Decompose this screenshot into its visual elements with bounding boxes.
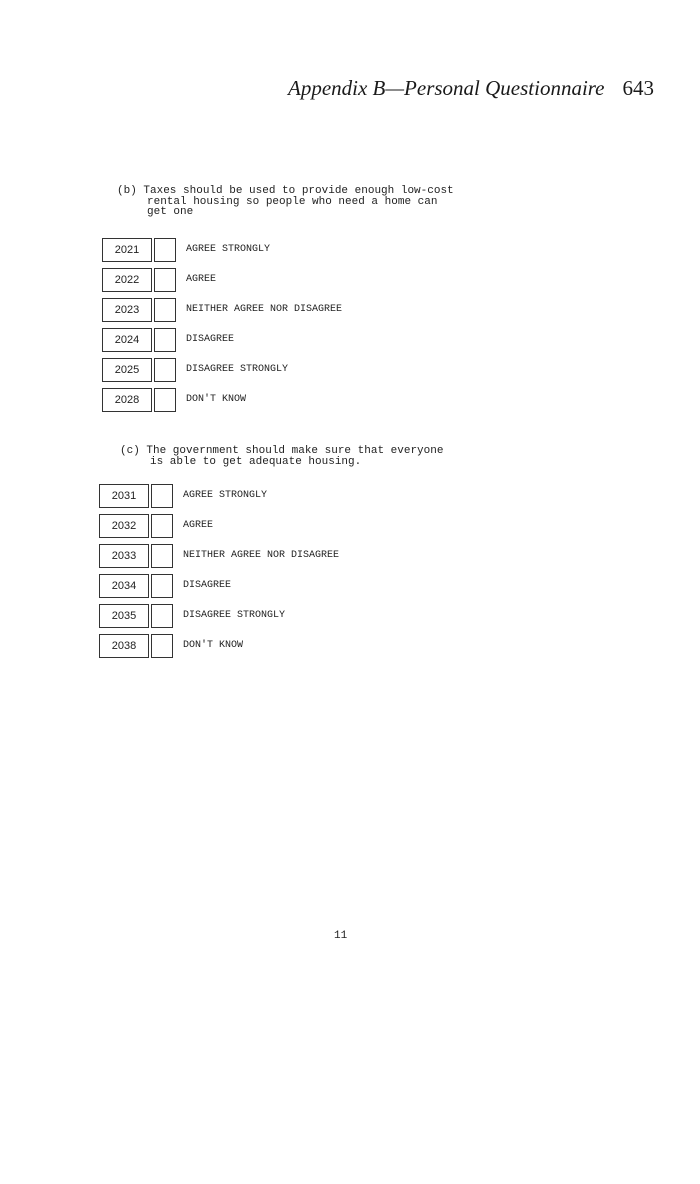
answer-checkbox[interactable]	[151, 604, 173, 628]
answer-label: NEITHER AGREE NOR DISAGREE	[186, 304, 343, 315]
answer-checkbox[interactable]	[151, 574, 173, 598]
answer-label: AGREE	[186, 274, 217, 285]
question-c-options	[99, 484, 519, 664]
answer-checkbox[interactable]	[154, 238, 176, 262]
question-c-line: is able to get adequate housing.	[150, 455, 362, 468]
response-code: 2034	[99, 574, 149, 598]
answer-checkbox[interactable]	[154, 358, 176, 382]
answer-label: NEITHER AGREE NOR DISAGREE	[183, 550, 340, 561]
response-code: 2035	[99, 604, 149, 628]
question-b-text	[117, 186, 454, 218]
answer-option	[102, 268, 522, 298]
answer-checkbox[interactable]	[151, 514, 173, 538]
response-code: 2028	[102, 388, 152, 412]
answer-option	[102, 238, 522, 268]
answer-label: DISAGREE	[186, 334, 235, 345]
answer-option	[102, 388, 522, 418]
answer-option	[102, 298, 522, 328]
answer-label: DISAGREE STRONGLY	[183, 610, 286, 621]
response-code: 2022	[102, 268, 152, 292]
response-code: 2024	[102, 328, 152, 352]
answer-checkbox[interactable]	[151, 484, 173, 508]
response-code: 2021	[102, 238, 152, 262]
answer-checkbox[interactable]	[154, 298, 176, 322]
response-code: 2023	[102, 298, 152, 322]
answer-label: DON'T KNOW	[186, 394, 247, 405]
question-b-line: (b) Taxes should be used to provide enough low-cost	[117, 185, 454, 197]
answer-option	[99, 484, 519, 514]
question-b-options	[102, 238, 522, 418]
question-b-line: rental housing so people who need a home can	[147, 195, 438, 208]
answer-option	[102, 358, 522, 388]
answer-option	[99, 574, 519, 604]
answer-option	[99, 604, 519, 634]
answer-checkbox[interactable]	[151, 634, 173, 658]
header-page-number: 643	[622, 76, 655, 100]
response-code: 2025	[102, 358, 152, 382]
response-code: 2033	[99, 544, 149, 568]
running-header	[288, 76, 654, 101]
answer-checkbox[interactable]	[154, 388, 176, 412]
header-title: Appendix B—Personal Questionnaire	[288, 76, 605, 100]
response-code: 2032	[99, 514, 149, 538]
question-c-text	[120, 446, 443, 467]
response-code: 2038	[99, 634, 149, 658]
answer-checkbox[interactable]	[154, 268, 176, 292]
answer-label: DON'T KNOW	[183, 640, 244, 651]
question-b-line: get one	[147, 206, 194, 218]
question-c-line: (c) The government should make sure that everyone	[120, 445, 444, 457]
answer-checkbox[interactable]	[151, 544, 173, 568]
answer-option	[99, 634, 519, 664]
answer-option	[99, 514, 519, 544]
answer-option	[102, 328, 522, 358]
answer-label: AGREE STRONGLY	[183, 490, 268, 501]
answer-label: AGREE	[183, 520, 214, 531]
answer-label: DISAGREE	[183, 580, 232, 591]
answer-label: DISAGREE STRONGLY	[186, 364, 289, 375]
footer-page-number: 11	[334, 930, 348, 942]
answer-label: AGREE STRONGLY	[186, 244, 271, 255]
answer-checkbox[interactable]	[154, 328, 176, 352]
answer-option	[99, 544, 519, 574]
response-code: 2031	[99, 484, 149, 508]
